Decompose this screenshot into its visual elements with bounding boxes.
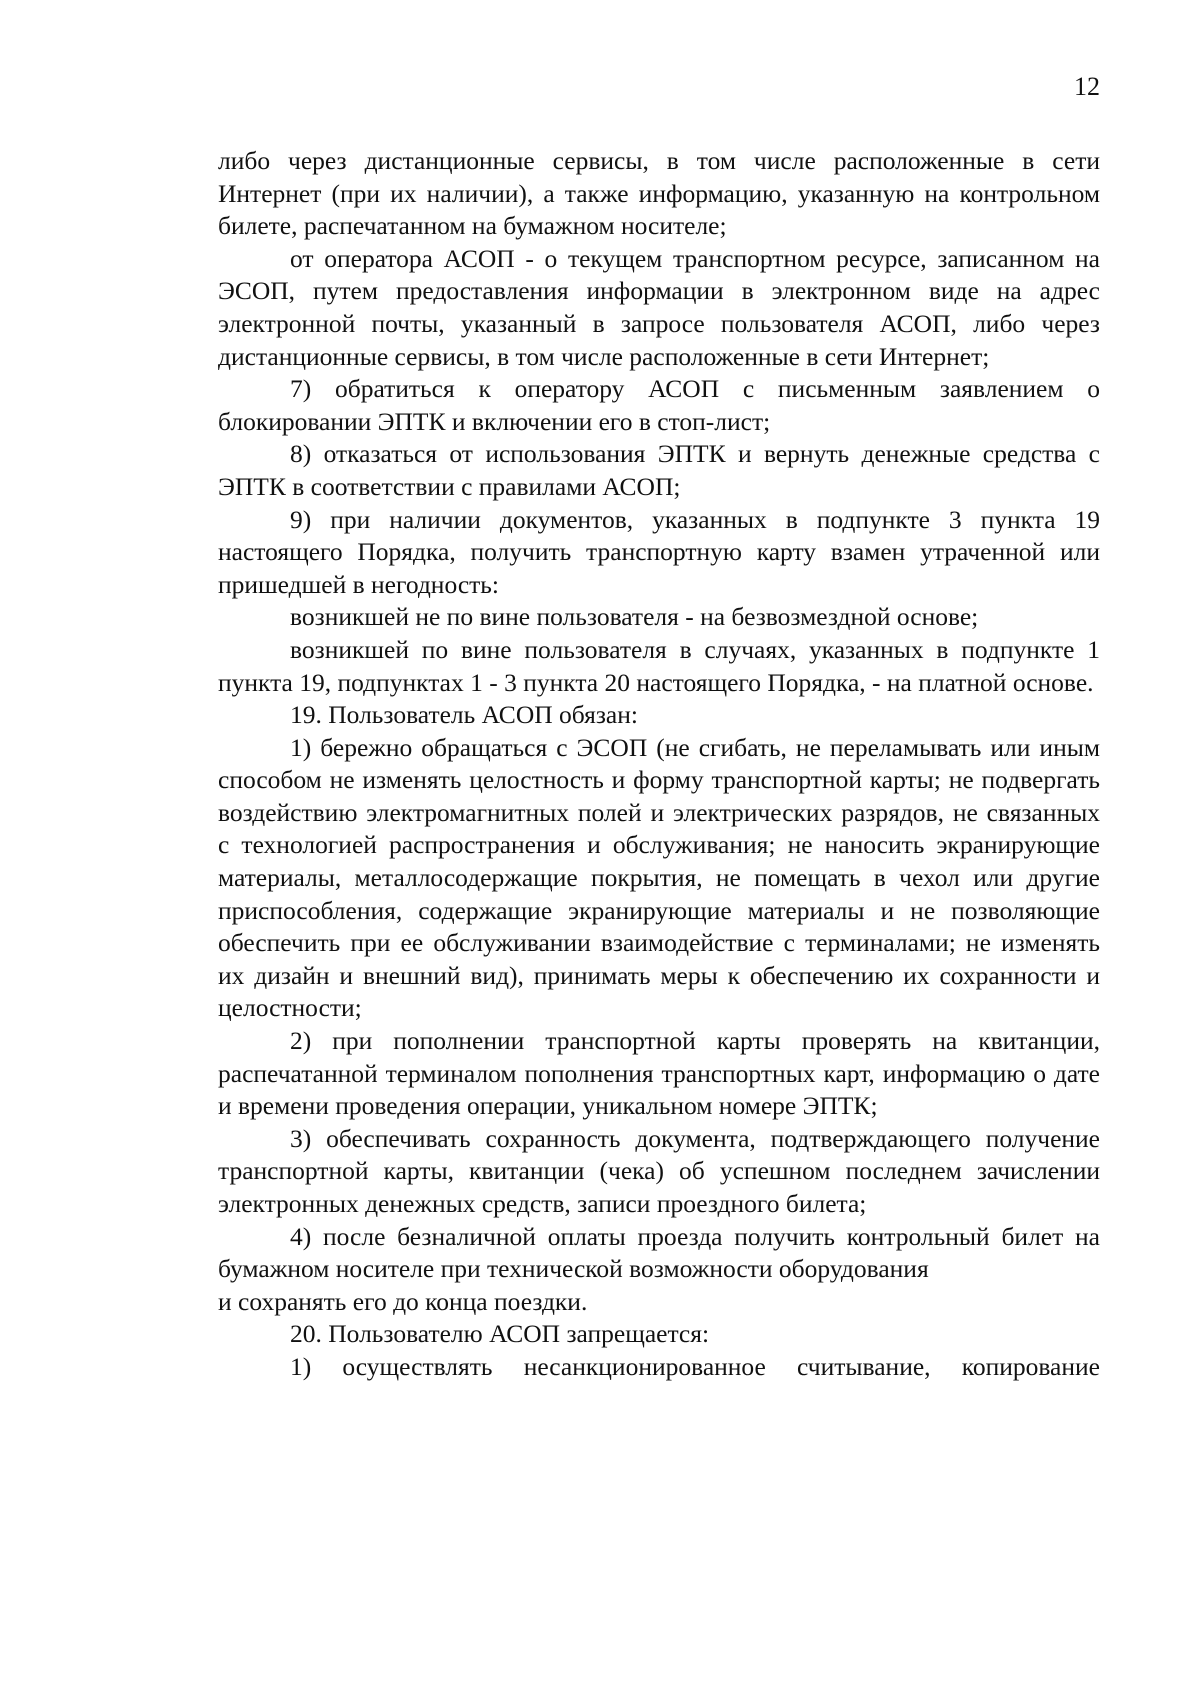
section-heading: 20. Пользователю АСОП запрещается: <box>290 1319 710 1349</box>
list-item: 1) бережно обращаться с ЭСОП (не сгибать, не переламывать или иным способом не изменять целостность и форму транспортной карты; не подвергать воздействию электромагнитных полей и электрических разрядов, не связанных с технологией распространения и обслуживания; не наносить экранирующие материалы, металлосодержащие покрытия, не помещать в чехол или другие приспособления, содержащие экранирующие материалы и не позволяющие обеспечить при ее обслуживании взаимодействие с терминалами; не изменять их дизайн и внешний вид), принимать меры к обеспечению их сохранности и целостности; <box>218 732 1100 1023</box>
list-item: 1) осуществлять несанкционированное считывание, копирование <box>290 1351 1100 1381</box>
paragraph: от оператора АСОП - о текущем транспортном ресурсе, записанном на ЭСОП, путем предоставления информации в электронном виде на адрес электронной почты, указанный в запросе пользователя АСОП, либо через дистанционные сервисы, в том числе расположенные в сети Интернет; <box>218 243 1100 371</box>
list-item: 7) обратиться к оператору АСОП с письменным заявлением о блокировании ЭПТК и включении его в стоп-лист; <box>218 374 1100 436</box>
paragraph: либо через дистанционные сервисы, в том числе расположенные в сети Интернет (при их наличии), а также информацию, указанную на контрольном билете, распечатанном на бумажном носителе; <box>218 146 1100 241</box>
list-item: 3) обеспечивать сохранность документа, подтверждающего получение транспортной карты, квитанции (чека) об успешном последнем зачислении электронных денежных средств, записи проездного билета; <box>218 1123 1100 1218</box>
list-item: 2) при пополнении транспортной карты проверять на квитанции, распечатанной терминалом пополнения транспортных карт, информацию о дате и времени проведения операции, уникальном номере ЭПТК; <box>218 1026 1100 1121</box>
list-item: 8) отказаться от использования ЭПТК и вернуть денежные средства с ЭПТК в соответствии с правилами АСОП; <box>218 439 1100 501</box>
list-item: 4) после безналичной оплаты проезда получить контрольный билет на бумажном носителе при технической возможности оборудования <box>218 1221 1100 1284</box>
paragraph-continuation: и сохранять его до конца поездки. <box>218 1286 588 1316</box>
list-item: 9) при наличии документов, указанных в подпункте 3 пункта 19 настоящего Порядка, получить транспортную карту взамен утраченной или пришедшей в негодность: <box>218 504 1100 599</box>
document-body <box>218 145 1100 1384</box>
section-heading: 19. Пользователь АСОП обязан: <box>290 700 638 730</box>
sub-item: возникшей не по вине пользователя - на безвозмездной основе; <box>290 602 979 632</box>
page-number: 12 <box>1074 72 1100 101</box>
sub-item: возникшей по вине пользователя в случаях, указанных в подпункте 1 пункта 19, подпунктах 1 - 3 пункта 20 настоящего Порядка, - на платной основе. <box>218 634 1100 697</box>
